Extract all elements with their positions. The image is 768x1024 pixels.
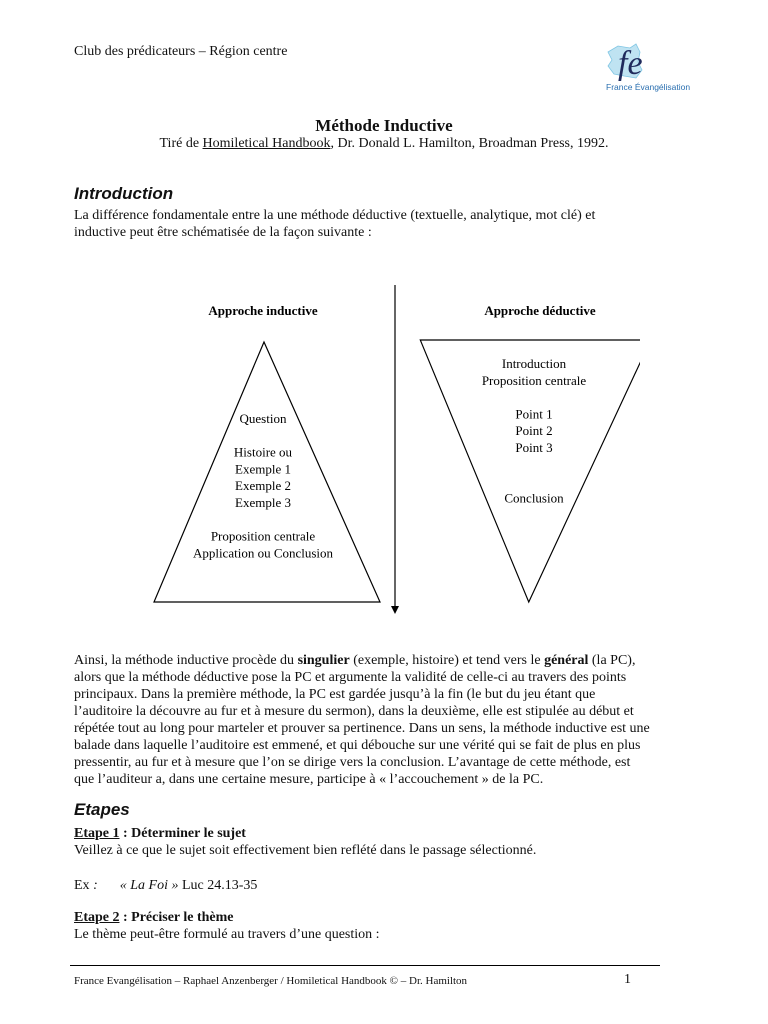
deductive-item: Conclusion xyxy=(504,490,564,506)
page-title: Méthode Inductive xyxy=(315,116,453,135)
svg-text:fe: fe xyxy=(618,45,643,82)
svg-text:France Évangélisation: France Évangélisation xyxy=(606,82,691,92)
inductive-item: Proposition centrale xyxy=(210,528,316,544)
inductive-item: Question xyxy=(239,411,287,426)
etape-2-section: Etape 2 : Préciser le thème Le thème peut-être formulé au travers d’une question : xyxy=(74,910,380,942)
inductive-deductive-diagram xyxy=(140,280,640,620)
deductive-item: Introduction xyxy=(501,356,567,371)
introduction-text: La différence fondamentale entre la une méthode déductive (textuelle, analytique, mot clé) et inductive peut être schématisée de la façon suivante : xyxy=(74,208,596,240)
footer-divider xyxy=(70,965,660,966)
deductive-item: Point 1 xyxy=(515,406,553,422)
book-title: Homiletical Handbook xyxy=(202,136,331,151)
right-approach-title: Approche déductive xyxy=(484,303,596,318)
introduction-heading: Introduction xyxy=(74,184,174,203)
page-number: 1 xyxy=(624,972,631,987)
inductive-item: Exemple 3 xyxy=(235,495,291,510)
inductive-item: Exemple 1 xyxy=(235,461,291,477)
example-line: Ex : « La Foi » Luc 24.13-35 xyxy=(74,878,258,893)
inductive-item: Application ou Conclusion xyxy=(192,545,334,561)
inductive-item: Histoire ou xyxy=(233,444,293,460)
deductive-item: Proposition centrale xyxy=(481,372,587,388)
deductive-item: Point 2 xyxy=(515,423,553,439)
left-approach-title: Approche inductive xyxy=(208,303,318,318)
france-evangelisation-logo xyxy=(600,38,700,98)
body-paragraph: Ainsi, la méthode inductive procède du singulier (exemple, histoire) et tend vers le général (la PC), alors que la méthode déductive pose la PC et argumente la validité de celle-ci au travers des points principaux. Dans la première méthode, la PC est gardée jusqu’à la fin (le but du jeu étant que l’auditoire la découvre au fur et à mesure du sermon), dans la deuxième, elle est stipulée au début et répétée tout au long pour marteler et prouver sa pertinence. Dans un sens, la méthode inductive est une balade dans laquelle l’auditoire est emmené, et qui débouche sur une vérité qui se fait de plus en plus pressentir, au fur et à mesure que l’on se dirige vers la conclusion. L’avantage de cette méthode, est que l’auditeur a, dans une certaine mesure, participe à « l’accouchement » de la PC. xyxy=(74,653,650,787)
footer-text: France Evangélisation – Raphael Anzenberger / Homiletical Handbook © – Dr. Hamilton xyxy=(74,975,468,987)
etapes-heading: Etapes xyxy=(74,800,130,819)
etape-1-section: Etape 1 : Déterminer le sujet Veillez à ce que le sujet soit effectivement bien reflété dans le passage sélectionné. xyxy=(74,826,537,858)
header-club-name: Club des prédicateurs – Région centre xyxy=(74,44,288,59)
inductive-item: Exemple 2 xyxy=(235,478,291,494)
deductive-item: Point 3 xyxy=(515,440,553,455)
page-subtitle: Tiré de Homiletical Handbook, Dr. Donald L. Hamilton, Broadman Press, 1992. xyxy=(159,136,609,151)
